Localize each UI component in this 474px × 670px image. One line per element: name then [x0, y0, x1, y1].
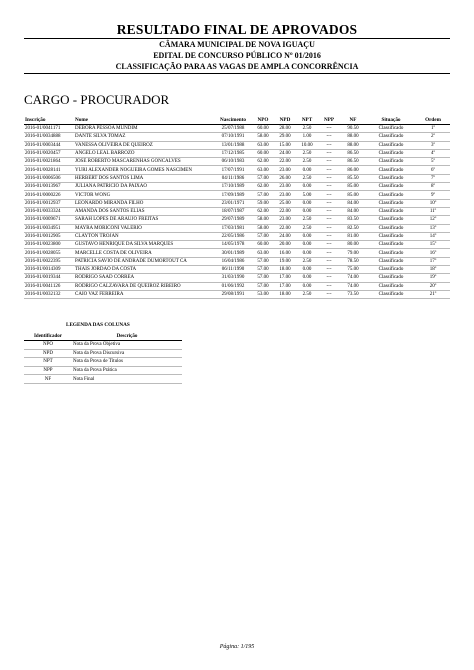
cell-npo: 60.00: [252, 149, 274, 157]
table-row: [24, 274, 450, 282]
cell-nascimento: 14/05/1978: [214, 241, 252, 249]
cell-npo: 62.00: [252, 207, 274, 215]
cell-npp: ---: [318, 125, 340, 133]
cell-npt: 0.00: [296, 199, 318, 207]
cell-nf: 81.00: [340, 232, 366, 240]
legend-identifier: NPP: [24, 366, 72, 375]
cell-nascimento: 29/07/1989: [214, 216, 252, 224]
cell-nf: 79.00: [340, 249, 366, 257]
table-row: [24, 158, 450, 166]
table-row: [24, 183, 450, 191]
cell-nome: THAIS JORDAO DA COSTA: [74, 266, 214, 274]
results-table: [24, 116, 450, 299]
cell-inscricao: 2016-01/0009671: [24, 216, 74, 224]
cell-inscricao: 2016-01/0034951: [24, 224, 74, 232]
cell-inscricao: 2016-01/0020457: [24, 149, 74, 157]
cell-npp: ---: [318, 274, 340, 282]
cell-nascimento: 23/01/1971: [214, 199, 252, 207]
cell-nf: 86.00: [340, 166, 366, 174]
cell-inscricao: 2016-01/0000226: [24, 191, 74, 199]
cell-inscricao: 2016-01/0012937: [24, 199, 74, 207]
col-ordem: Ordem: [416, 116, 450, 125]
cell-nome: DANTE SILVA TOMAZ: [74, 133, 214, 141]
cell-inscricao: 2016-01/0019344: [24, 274, 74, 282]
cell-nome: DEBORA PESSOA MUNDIM: [74, 125, 214, 133]
cell-situacao: Classificado: [366, 257, 416, 265]
cell-inscricao: 2016-01/0034888: [24, 133, 74, 141]
cell-npo: 57.00: [252, 232, 274, 240]
cell-nf: 78.50: [340, 257, 366, 265]
cell-situacao: Classificado: [366, 125, 416, 133]
cell-npo: 63.00: [252, 141, 274, 149]
cell-ordem: 11º: [416, 207, 450, 215]
cell-inscricao: 2016-01/0006506: [24, 174, 74, 182]
cell-npp: ---: [318, 290, 340, 298]
cell-ordem: 10º: [416, 199, 450, 207]
legend-identifier: NPO: [24, 341, 72, 350]
cell-npd: 24.00: [274, 149, 296, 157]
cell-npt: 2.50: [296, 224, 318, 232]
cell-nf: 84.00: [340, 199, 366, 207]
cell-npp: ---: [318, 133, 340, 141]
cell-npt: 2.50: [296, 257, 318, 265]
cell-nf: 74.00: [340, 274, 366, 282]
cell-npp: ---: [318, 207, 340, 215]
legend-col-identificador: Identificador: [24, 332, 72, 341]
cell-nascimento: 06/10/1983: [214, 158, 252, 166]
cell-npd: 25.00: [274, 199, 296, 207]
table-row: [24, 141, 450, 149]
cell-ordem: 14º: [416, 232, 450, 240]
cell-situacao: Classificado: [366, 232, 416, 240]
cell-inscricao: 2016-01/0028055: [24, 249, 74, 257]
table-row: [24, 125, 450, 133]
cell-npo: 60.00: [252, 241, 274, 249]
table-row: [24, 224, 450, 232]
cell-npt: 2.50: [296, 125, 318, 133]
cell-nascimento: 31/03/1990: [214, 274, 252, 282]
legend-description: Nota da Prova de Títulos: [72, 358, 182, 367]
cell-nascimento: 06/11/1990: [214, 266, 252, 274]
cell-nf: 85.50: [340, 174, 366, 182]
cell-inscricao: 2016-01/0013967: [24, 183, 74, 191]
cell-nf: 80.00: [340, 241, 366, 249]
cell-nascimento: 01/06/1992: [214, 282, 252, 290]
cell-npo: 62.00: [252, 183, 274, 191]
table-row: [24, 249, 450, 257]
cell-npo: 57.00: [252, 191, 274, 199]
col-npo: NPO: [252, 116, 274, 125]
cell-inscricao: 2016-01/0041126: [24, 282, 74, 290]
table-row: [24, 207, 450, 215]
cell-npt: 1.00: [296, 133, 318, 141]
cell-ordem: 1º: [416, 125, 450, 133]
cell-npd: 15.00: [274, 141, 296, 149]
cell-ordem: 21º: [416, 290, 450, 298]
cell-situacao: Classificado: [366, 141, 416, 149]
cell-nome: HERBERT DOS SANTOS LIMA: [74, 174, 214, 182]
cell-ordem: 18º: [416, 266, 450, 274]
cell-nascimento: 07/10/1991: [214, 133, 252, 141]
cell-npp: ---: [318, 149, 340, 157]
cell-nascimento: 17/03/1981: [214, 224, 252, 232]
cargo-heading: CARGO - PROCURADOR: [24, 92, 170, 107]
cell-ordem: 7º: [416, 174, 450, 182]
cell-npd: 23.00: [274, 183, 296, 191]
cell-npp: ---: [318, 224, 340, 232]
cell-nome: VANESSA OLIVEIRA DE QUEIROZ: [74, 141, 214, 149]
cell-npt: 0.00: [296, 166, 318, 174]
cell-ordem: 6º: [416, 166, 450, 174]
cell-inscricao: 2016-01/0033324: [24, 207, 74, 215]
cell-nf: 85.00: [340, 191, 366, 199]
table-row: [24, 191, 450, 199]
header-divider: [24, 73, 450, 74]
table-row: [24, 282, 450, 290]
cell-ordem: 4º: [416, 149, 450, 157]
legend-row: [24, 349, 182, 358]
cell-npp: ---: [318, 166, 340, 174]
cell-npo: 62.00: [252, 158, 274, 166]
col-nome: Nome: [74, 116, 214, 125]
cell-npd: 23.00: [274, 191, 296, 199]
cell-situacao: Classificado: [366, 266, 416, 274]
cell-nascimento: 22/05/1986: [214, 232, 252, 240]
cell-situacao: Classificado: [366, 241, 416, 249]
cell-nf: 86.50: [340, 149, 366, 157]
cell-npd: 20.00: [274, 241, 296, 249]
cell-nome: JULIANA PATRICIO DA PAIXAO: [74, 183, 214, 191]
cell-situacao: Classificado: [366, 158, 416, 166]
cell-npo: 57.00: [252, 282, 274, 290]
cell-nome: GUSTAVO HENRIQUE DA SILVA MARQUES: [74, 241, 214, 249]
legend-description: Nota da Prova Prática: [72, 366, 182, 375]
legend-description: Nota da Prova Objetiva: [72, 341, 182, 350]
cell-npd: 22.00: [274, 158, 296, 166]
cell-nome: AMANDA DOS SANTOS ELIAS: [74, 207, 214, 215]
document-title: RESULTADO FINAL DE APROVADOS: [116, 22, 358, 37]
organization-name: CÂMARA MUNICIPAL DE NOVA IGUAÇU: [159, 40, 315, 49]
table-row: [24, 241, 450, 249]
cell-situacao: Classificado: [366, 290, 416, 298]
legend-row: [24, 375, 182, 384]
cell-nascimento: 17/09/1989: [214, 191, 252, 199]
legend-row: [24, 341, 182, 350]
cell-npo: 63.00: [252, 166, 274, 174]
cell-npp: ---: [318, 183, 340, 191]
legend-header-row: [24, 332, 182, 341]
cell-inscricao: 2016-01/0032132: [24, 290, 74, 298]
cell-nascimento: 13/01/1988: [214, 141, 252, 149]
table-row: [24, 133, 450, 141]
cell-ordem: 2º: [416, 133, 450, 141]
cell-npo: 60.00: [252, 125, 274, 133]
cell-situacao: Classificado: [366, 133, 416, 141]
cell-npo: 57.00: [252, 266, 274, 274]
edital-line: EDITAL DE CONCURSO PÚBLICO Nº 01/2016: [153, 51, 321, 60]
col-situacao: Situação: [366, 116, 416, 125]
col-npp: NPP: [318, 116, 340, 125]
legend-table: [24, 332, 182, 384]
cell-npt: 2.50: [296, 174, 318, 182]
cell-nf: 75.00: [340, 266, 366, 274]
cell-npt: 2.50: [296, 158, 318, 166]
cell-nf: 73.50: [340, 290, 366, 298]
table-row: [24, 166, 450, 174]
legend-identifier: NPD: [24, 349, 72, 358]
cell-nascimento: 04/11/1986: [214, 174, 252, 182]
cell-npd: 22.00: [274, 224, 296, 232]
cell-npt: 2.50: [296, 149, 318, 157]
cell-npd: 19.00: [274, 257, 296, 265]
cell-inscricao: 2016-01/0022395: [24, 257, 74, 265]
cell-npp: ---: [318, 232, 340, 240]
legend-identifier: NF: [24, 375, 72, 384]
cell-npt: 2.50: [296, 290, 318, 298]
cell-npp: ---: [318, 282, 340, 290]
cell-inscricao: 2016-01/0028141: [24, 166, 74, 174]
cell-nome: RODRIGO CALZAVARA DE QUEIROZ RIBEIRO: [74, 282, 214, 290]
legend-title: LEGENDA DAS COLUNAS: [66, 322, 130, 328]
cell-npp: ---: [318, 199, 340, 207]
cell-nome: CLAYTON TROJAN: [74, 232, 214, 240]
cell-ordem: 3º: [416, 141, 450, 149]
cell-npo: 53.00: [252, 290, 274, 298]
cell-nome: SARAH LOPES DE ARAUJO FREITAS: [74, 216, 214, 224]
col-inscricao: Inscrição: [24, 116, 74, 125]
cell-nascimento: 18/07/1987: [214, 207, 252, 215]
cell-npd: 22.00: [274, 207, 296, 215]
cell-ordem: 19º: [416, 274, 450, 282]
cell-situacao: Classificado: [366, 249, 416, 257]
legend-row: [24, 358, 182, 367]
cell-situacao: Classificado: [366, 166, 416, 174]
cell-npo: 58.00: [252, 216, 274, 224]
legend-identifier: NPT: [24, 358, 72, 367]
cell-nf: 83.50: [340, 216, 366, 224]
cell-inscricao: 2016-01/0003444: [24, 141, 74, 149]
cell-npd: 26.00: [274, 174, 296, 182]
cell-nf: 88.00: [340, 133, 366, 141]
cell-nome: VICTOR WONG: [74, 191, 214, 199]
cell-nascimento: 17/10/1989: [214, 183, 252, 191]
cell-nome: CAIO VAZ FERREIRA: [74, 290, 214, 298]
cell-ordem: 17º: [416, 257, 450, 265]
cell-inscricao: 2016-01/0041171: [24, 125, 74, 133]
cell-npo: 63.00: [252, 249, 274, 257]
cell-nf: 90.50: [340, 125, 366, 133]
table-row: [24, 199, 450, 207]
cell-npt: 0.00: [296, 232, 318, 240]
cell-npp: ---: [318, 249, 340, 257]
cell-npt: 0.00: [296, 282, 318, 290]
cell-npd: 18.00: [274, 290, 296, 298]
cell-inscricao: 2016-01/0023800: [24, 241, 74, 249]
col-npt: NPT: [296, 116, 318, 125]
cell-npo: 57.00: [252, 257, 274, 265]
cell-npp: ---: [318, 216, 340, 224]
cell-situacao: Classificado: [366, 183, 416, 191]
legend-col-descricao: Descrição: [72, 332, 182, 341]
cell-npo: 57.00: [252, 274, 274, 282]
cell-situacao: Classificado: [366, 274, 416, 282]
cell-situacao: Classificado: [366, 174, 416, 182]
cell-npd: 17.00: [274, 274, 296, 282]
classification-line: CLASSIFICAÇÃO PARA AS VAGAS DE AMPLA CONCORRÊNCIA: [115, 62, 359, 71]
col-npd: NPD: [274, 116, 296, 125]
table-row: [24, 257, 450, 265]
cell-npd: 16.00: [274, 249, 296, 257]
cell-inscricao: 2016-01/0012905: [24, 232, 74, 240]
cell-situacao: Classificado: [366, 199, 416, 207]
cell-ordem: 9º: [416, 191, 450, 199]
cell-nome: LEONARDO MIRANDA FILHO: [74, 199, 214, 207]
cell-nascimento: 30/01/1989: [214, 249, 252, 257]
cell-nf: 82.50: [340, 224, 366, 232]
results-header-row: [24, 116, 450, 125]
cell-nascimento: 25/07/1988: [214, 125, 252, 133]
legend-description: Nota da Prova Discursiva: [72, 349, 182, 358]
page-footer: Página: 1/195: [219, 644, 255, 650]
cell-npt: 0.00: [296, 207, 318, 215]
cell-nf: 88.00: [340, 141, 366, 149]
cell-npp: ---: [318, 174, 340, 182]
cell-npp: ---: [318, 257, 340, 265]
cell-nome: ANGELO LEAL BARROZO: [74, 149, 214, 157]
cell-ordem: 16º: [416, 249, 450, 257]
cell-npt: 10.00: [296, 141, 318, 149]
cell-npd: 17.00: [274, 282, 296, 290]
cell-ordem: 13º: [416, 224, 450, 232]
cell-nascimento: 17/12/1985: [214, 149, 252, 157]
table-row: [24, 149, 450, 157]
cell-nome: JOSE ROBERTO MASCARENHAS GONCALVES: [74, 158, 214, 166]
cell-npo: 59.00: [252, 199, 274, 207]
cell-npd: 23.00: [274, 166, 296, 174]
cell-nascimento: 17/07/1991: [214, 166, 252, 174]
cell-npt: 5.00: [296, 191, 318, 199]
cell-situacao: Classificado: [366, 191, 416, 199]
cell-nome: PATRICIA SAVIO DE ANDRADE DUMORTOUT CA: [74, 257, 214, 265]
title-divider: [24, 38, 450, 39]
cell-situacao: Classificado: [366, 207, 416, 215]
table-row: [24, 232, 450, 240]
cell-nf: 84.00: [340, 207, 366, 215]
col-nf: NF: [340, 116, 366, 125]
cell-npo: 58.00: [252, 224, 274, 232]
table-row: [24, 174, 450, 182]
legend-row: [24, 366, 182, 375]
col-nascimento: Nascimento: [214, 116, 252, 125]
cell-nome: MAYRA MORICONI VALERIO: [74, 224, 214, 232]
table-row: [24, 216, 450, 224]
cell-situacao: Classificado: [366, 149, 416, 157]
cell-nf: 86.50: [340, 158, 366, 166]
cell-nome: RODRIGO SAAD CORREA: [74, 274, 214, 282]
cell-ordem: 15º: [416, 241, 450, 249]
table-row: [24, 266, 450, 274]
cell-nf: 74.00: [340, 282, 366, 290]
cell-inscricao: 2016-01/0021864: [24, 158, 74, 166]
cell-npp: ---: [318, 158, 340, 166]
cell-npo: 58.00: [252, 133, 274, 141]
table-row: [24, 290, 450, 298]
cell-npt: 0.00: [296, 249, 318, 257]
cell-ordem: 5º: [416, 158, 450, 166]
cell-inscricao: 2016-01/0014309: [24, 266, 74, 274]
cell-ordem: 12º: [416, 216, 450, 224]
cell-npo: 57.00: [252, 174, 274, 182]
cell-npt: 2.50: [296, 216, 318, 224]
cell-npp: ---: [318, 266, 340, 274]
cell-npp: ---: [318, 141, 340, 149]
cell-npd: 29.00: [274, 133, 296, 141]
cell-ordem: 20º: [416, 282, 450, 290]
cell-ordem: 8º: [416, 183, 450, 191]
cell-npp: ---: [318, 241, 340, 249]
cell-npt: 0.00: [296, 241, 318, 249]
cell-nome: YURI ALEXANDER NOGUEIRA GOMES NASCIMEN: [74, 166, 214, 174]
cell-nascimento: 16/04/1986: [214, 257, 252, 265]
cell-npd: 24.00: [274, 232, 296, 240]
cell-npp: ---: [318, 191, 340, 199]
cell-npt: 0.00: [296, 183, 318, 191]
cell-situacao: Classificado: [366, 224, 416, 232]
legend-description: Nota Final: [72, 375, 182, 384]
cell-situacao: Classificado: [366, 282, 416, 290]
cell-npd: 28.00: [274, 125, 296, 133]
cell-npt: 0.00: [296, 266, 318, 274]
cell-npd: 18.00: [274, 266, 296, 274]
cell-npt: 0.00: [296, 274, 318, 282]
cell-npd: 23.00: [274, 216, 296, 224]
cell-nf: 85.00: [340, 183, 366, 191]
cell-nome: MARCELLE COSTA DE OLIVEIRA: [74, 249, 214, 257]
cell-nascimento: 29/08/1991: [214, 290, 252, 298]
cell-situacao: Classificado: [366, 216, 416, 224]
